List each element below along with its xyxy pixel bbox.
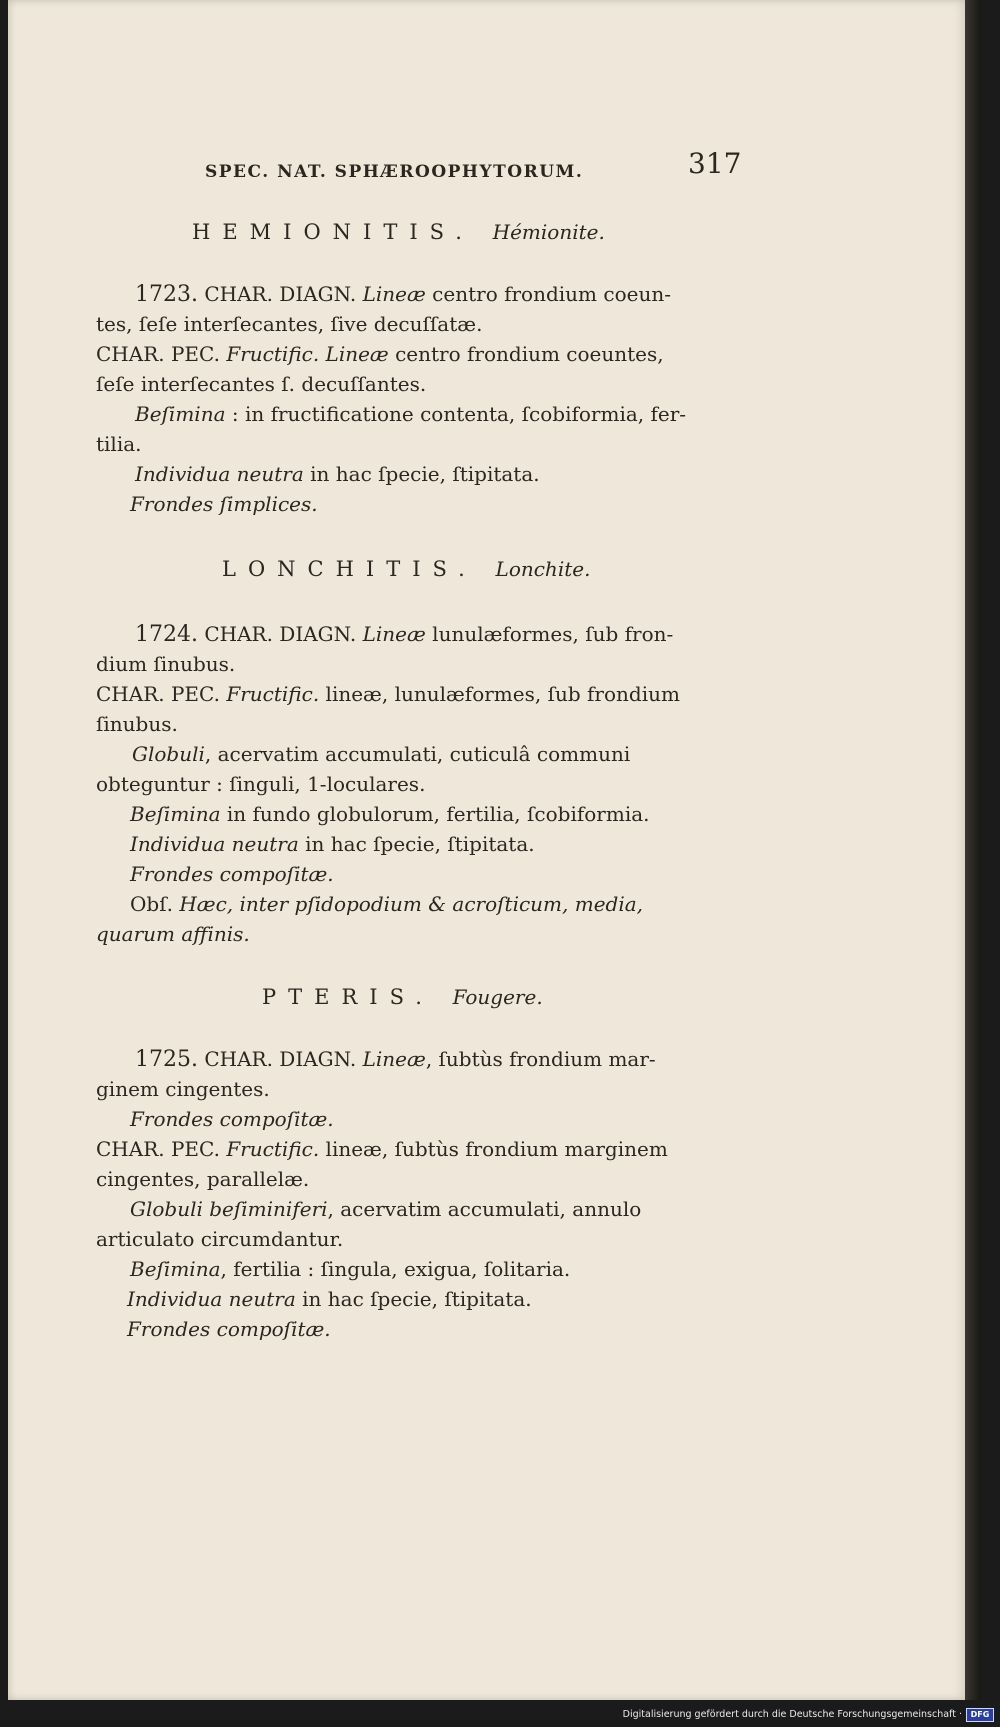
heading-latin: LONCHITIS. bbox=[222, 557, 477, 581]
section-heading bbox=[192, 218, 605, 246]
entry-emphasis: Fructific. bbox=[226, 1137, 320, 1161]
entry-text: in fundo globulorum, fertilia, ſcobiformia. bbox=[226, 802, 650, 826]
entry-number: 1725. bbox=[135, 1047, 198, 1072]
text-line: cingentes, parallelæ. bbox=[96, 1167, 310, 1191]
entry-emphasis: Beſimina bbox=[130, 1257, 221, 1281]
entry-emphasis: Globuli beſiminiferi bbox=[130, 1197, 328, 1221]
text-line: ſinubus. bbox=[96, 712, 178, 736]
entry-lead: Obſ. bbox=[130, 892, 173, 916]
entry-line bbox=[127, 1285, 532, 1313]
entry-emphasis: Fructific. bbox=[226, 682, 320, 706]
entry-line bbox=[96, 340, 664, 368]
entry-text: in hac ſpecie, ſtipitata. bbox=[310, 462, 540, 486]
entry-line bbox=[130, 1105, 334, 1133]
text-line: ginem cingentes. bbox=[96, 1077, 270, 1101]
entry-text: lineæ, ſubtùs frondium marginem bbox=[325, 1137, 668, 1161]
entry-text: in hac ſpecie, ſtipitata. bbox=[305, 832, 535, 856]
heading-latin: PTERIS. bbox=[262, 985, 434, 1009]
entry-line bbox=[132, 740, 630, 768]
entry-line bbox=[130, 800, 650, 828]
entry-number: 1724. bbox=[135, 622, 198, 647]
entry-number: 1723. bbox=[135, 282, 198, 307]
entry-text: lineæ, lunulæformes, ſub frondium bbox=[325, 682, 680, 706]
credit-text: Digitalisierung gefördert durch die Deutsche Forschungsgemeinschaft · bbox=[622, 1709, 962, 1720]
entry-emphasis: Frondes compoſitæ. bbox=[130, 862, 334, 886]
text-line: ſeſe interſecantes ſ. decuſſantes. bbox=[96, 372, 427, 396]
entry-line bbox=[130, 1255, 570, 1283]
entry-emphasis: Globuli bbox=[132, 742, 205, 766]
entry-line bbox=[130, 860, 334, 888]
entry-text: centro frondium coeun- bbox=[432, 282, 671, 306]
entry-emphasis: Beſimina bbox=[130, 802, 221, 826]
entry-emphasis: quarum affinis. bbox=[96, 922, 250, 946]
entry-line bbox=[96, 920, 250, 948]
entry-line bbox=[135, 620, 673, 649]
entry-line bbox=[130, 890, 643, 918]
entry-emphasis: Individua neutra bbox=[135, 462, 304, 486]
entry-lead: CHAR. DIAGN. bbox=[204, 622, 357, 646]
entry-line bbox=[127, 1315, 331, 1343]
entry-line bbox=[130, 490, 318, 518]
entry-lead: CHAR. PEC. bbox=[96, 682, 220, 706]
book-spine bbox=[965, 0, 981, 1700]
entry-emphasis: Hæc, inter pſidopodium & acroſticum, media, bbox=[179, 892, 644, 916]
entry-line bbox=[135, 400, 686, 428]
page-number: 317 bbox=[688, 147, 742, 180]
entry-text: : in fructificatione contenta, ſcobiformia, fer- bbox=[231, 402, 687, 426]
entry-text: , acervatim accumulati, cuticulâ communi bbox=[204, 742, 631, 766]
text-line: tes, ſeſe interſecantes, ſive decuſſatæ. bbox=[96, 312, 483, 336]
entry-text: centro frondium coeuntes, bbox=[395, 342, 664, 366]
entry-emphasis: Lineæ bbox=[362, 622, 426, 646]
text-line: tilia. bbox=[96, 432, 142, 456]
entry-line bbox=[135, 1045, 656, 1074]
entry-emphasis: Frondes compoſitæ. bbox=[130, 1107, 334, 1131]
entry-text: in hac ſpecie, ſtipitata. bbox=[302, 1287, 532, 1311]
entry-emphasis: Lineæ bbox=[362, 282, 426, 306]
entry-text: , acervatim accumulati, annulo bbox=[327, 1197, 642, 1221]
entry-lead: CHAR. PEC. bbox=[96, 1137, 220, 1161]
section-heading bbox=[262, 983, 543, 1011]
entry-text: lunulæformes, ſub fron- bbox=[432, 622, 674, 646]
heading-french: Fougere. bbox=[452, 985, 543, 1009]
entry-text: , ſubtùs frondium mar- bbox=[425, 1047, 656, 1071]
text-line: dium ſinubus. bbox=[96, 652, 236, 676]
heading-latin: HEMIONITIS. bbox=[192, 220, 474, 244]
entry-line bbox=[96, 1135, 668, 1163]
text-line: obteguntur : ſinguli, 1-loculares. bbox=[96, 772, 426, 796]
entry-emphasis: Individua neutra bbox=[127, 1287, 296, 1311]
heading-french: Hémionite. bbox=[492, 220, 605, 244]
entry-lead: CHAR. DIAGN. bbox=[204, 1047, 357, 1071]
text-line: articulato circumdantur. bbox=[96, 1227, 344, 1251]
entry-line bbox=[96, 680, 680, 708]
entry-emphasis: Fructific. Lineæ bbox=[226, 342, 389, 366]
entry-text: , fertilia : ſingula, exigua, ſolitaria. bbox=[220, 1257, 571, 1281]
entry-emphasis: Frondes ſimplices. bbox=[130, 492, 318, 516]
entry-emphasis: Beſimina bbox=[135, 402, 226, 426]
entry-lead: CHAR. DIAGN. bbox=[204, 282, 357, 306]
section-heading bbox=[222, 555, 590, 583]
digitization-credit bbox=[623, 1708, 994, 1722]
entry-emphasis: Individua neutra bbox=[130, 832, 299, 856]
entry-emphasis: Lineæ bbox=[362, 1047, 426, 1071]
entry-line bbox=[135, 280, 671, 309]
entry-emphasis: Frondes compoſitæ. bbox=[127, 1317, 331, 1341]
heading-french: Lonchite. bbox=[495, 557, 591, 581]
entry-lead: CHAR. PEC. bbox=[96, 342, 220, 366]
running-title: SPEC. NAT. SPHÆROOPHYTORUM. bbox=[205, 162, 584, 182]
dfg-logo: DFG bbox=[966, 1708, 994, 1722]
entry-line bbox=[135, 460, 540, 488]
entry-line bbox=[130, 830, 535, 858]
entry-line bbox=[130, 1195, 641, 1223]
